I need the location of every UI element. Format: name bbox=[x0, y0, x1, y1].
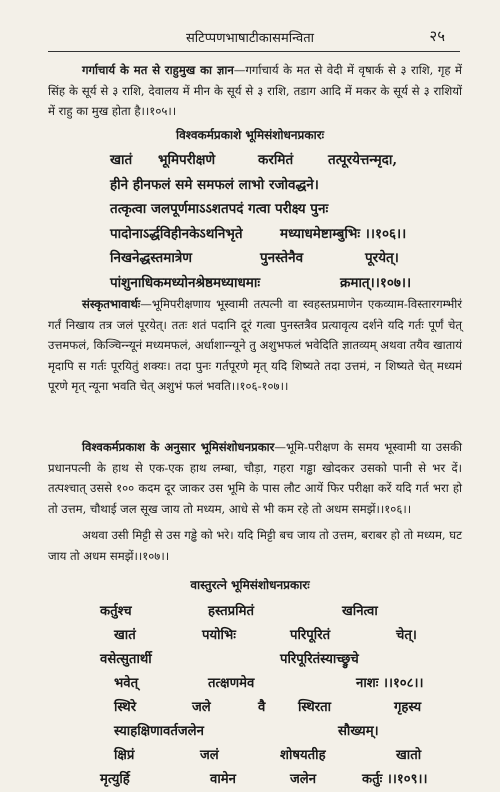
section-heading: वास्तुरत्ने भूमिसंशोधनप्रकारः bbox=[190, 578, 310, 592]
page-header bbox=[0, 28, 500, 50]
paragraph-sanskrit-meaning bbox=[48, 294, 462, 397]
section-heading: विश्वकर्मप्रकाशे भूमिसंशोधनप्रकारः bbox=[175, 128, 325, 142]
verse-line: तत्कृत्वा जलपूर्णमाऽऽशतपदं गत्वा परीक्ष्य पुनः bbox=[110, 201, 329, 217]
verse-line: पांशुनाधिकमध्योनश्रेष्ठमध्याधमाः क्रमात्।।१०७।। bbox=[110, 274, 412, 291]
verse-line: पादोनाऽर्द्धविहीनकेऽथनिभृते मध्याधमेष्टाम्बुभिः ।।१०६।। bbox=[110, 225, 407, 242]
verse-line: स्थिरे जले वै स्थिरता गृहस्य bbox=[114, 700, 422, 715]
page-number: २५ bbox=[429, 27, 445, 45]
verse-block-2 bbox=[100, 600, 440, 792]
paragraph-text: —भूमिपरीक्षणाय भूस्वामी तत्पत्नी वा स्वहस्तप्रमाणेन एकव्याम-विस्तारगम्भीरं गर्तं निखाय तत्र जलं पूरयेत्। ततः शतं पदानि दूरं गत्वा पुनस्तत्रैव प्रत्यावृत्य दर्शने यदि गर्तः पूर्णं चेत् उत्तमफलं, किञ्चिन्न्यूनं मध्यमफलं, अर्धाशान्न्यूने तु अशुभफलं भवेदिति ज्ञातव्यम् अथवा तयैव खातायं मृदापि स गर्तः पूरयितुं शक्यः। तदा पुनः गर्तपूरणे मृत् यदि शिष्यते तदा उत्तमं, न शिष्यते चेत् मध्यमं पूरणे मृत् न्यूना भवति चेत् अशुभं फलं भवति।।१०६-१०७।। bbox=[48, 297, 462, 393]
verse-line: स्याहक्षिणावर्तजलेन सौख्यम्। bbox=[114, 724, 379, 739]
paragraph-text: अथवा उसी मिट्टी से उस गड्ढे को भरे। यदि मिट्टी बच जाय तो उत्तम, बराबर हो तो मध्यम, घट जाय तो अधम समझें।।१०७।। bbox=[48, 528, 462, 563]
running-title: सटिप्पणभाषाटीकासमन्विता bbox=[186, 31, 314, 46]
verse-line: हीने हीनफलं समे समफलं लाभो रजोवद्धने। bbox=[110, 176, 319, 193]
verse-block-1 bbox=[110, 148, 440, 295]
paragraph-lead: गर्गाचार्य के मत से राहुमुख का ज्ञान bbox=[82, 63, 234, 77]
verse-line: निखनेद्धस्तमात्रेण पुनस्तेनैव पूरयेत्। bbox=[110, 250, 399, 266]
verse-line: क्षिप्रं जलं शोषयतीह खातो bbox=[114, 748, 422, 763]
paragraph-lead: संस्कृतभावार्थः bbox=[82, 297, 141, 311]
verse-line: वसेत्सुतार्थी परिपूरितंस्याच्छ्रुचे bbox=[100, 652, 359, 667]
verse-line: खातं भूमिपरीक्षणे करमितं तत्पूरयेत्तन्मृदा, bbox=[110, 152, 398, 168]
paragraph-text: —गर्गाचार्य के मत से वेदी में वृषार्क से ३ राशि, गृह में सिंह के सूर्य से ३ राशि, देवालय में मीन के सूर्य से ३ राशि, तडाग आदि में मकर के सूर्य से ३ राशियों में राहु का मुख होता है।।१०५।। bbox=[48, 63, 462, 118]
paragraph-alternate bbox=[48, 525, 462, 566]
verse-line: खातं पयोभिः परिपूरितं चेत्। bbox=[114, 628, 417, 643]
verse-line: मृत्युर्हि वामेन जलेन कर्तुः ।।१०९।। bbox=[100, 772, 428, 787]
verse-line: भवेत् तत्क्षणमेव नाशः ।।१०८।। bbox=[114, 676, 424, 691]
paragraph-hindi-meaning bbox=[48, 437, 462, 519]
verse-line: कर्तुश्च हस्तप्रमितं खनित्वा bbox=[100, 604, 378, 619]
paragraph-rahumukh bbox=[48, 60, 462, 122]
header-rule bbox=[48, 51, 460, 52]
paragraph-text: —भूमि-परीक्षण के समय भूस्वामी या उसकी प्रधानपत्नी के हाथ से एक-एक हाथ लम्बा, चौड़ा, गहरा गड्ढा खोदकर उसको पानी से भर दें। तत्पश्चात् उससे १०० कदम दूर जाकर उस भूमि के पास लौट आयें फिर परीक्षा करें यदि गर्त भरा हो तो उत्तम, चौथाई जल सूख जाय तो मध्यम, आधे से भी कम रहे तो अधम समझें।।१०६।। bbox=[48, 440, 462, 516]
paragraph-lead: विश्वकर्मप्रकाश के अनुसार भूमिसंशोधनप्रकार bbox=[82, 440, 275, 454]
